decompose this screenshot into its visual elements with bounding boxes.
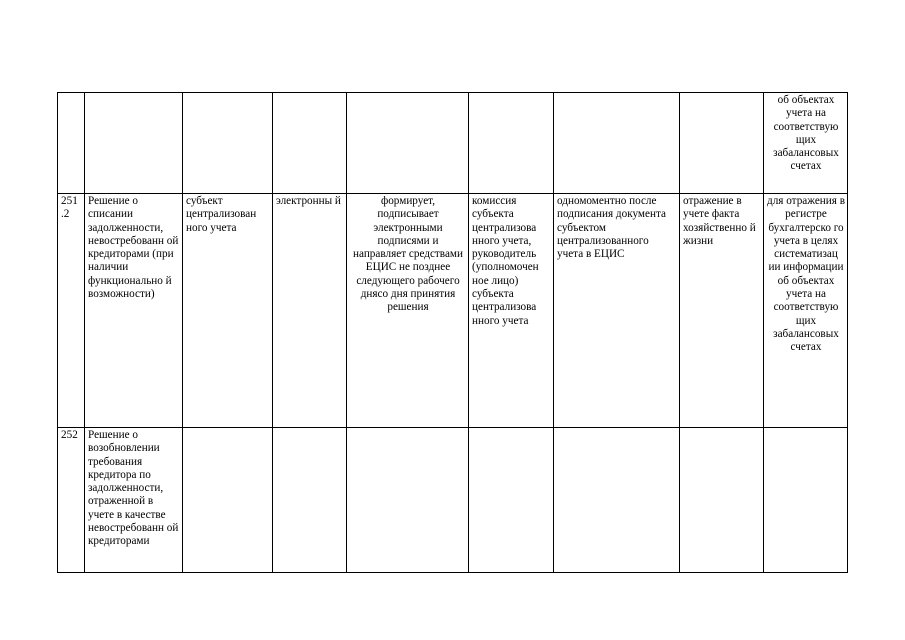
cell-action <box>347 93 469 194</box>
cell-number <box>58 93 85 194</box>
cell-form <box>273 428 347 573</box>
cell-form: электронны й <box>273 194 347 428</box>
cell-deadline <box>554 428 680 573</box>
cell-number: 252 <box>58 428 85 573</box>
cell-creator <box>183 93 273 194</box>
cell-document-name <box>85 93 183 194</box>
cell-deadline <box>554 93 680 194</box>
cell-number: 251 .2 <box>58 194 85 428</box>
document-table <box>57 92 848 573</box>
cell-register: об объектах учета на соответствую щих забалансовых счетах <box>764 93 848 194</box>
cell-document-name: Решение о списании задолженности, невостребованн ой кредиторами (при наличии функционально й возможности) <box>85 194 183 428</box>
cell-signer <box>469 428 554 573</box>
cell-purpose: отражение в учете факта хозяйственно й жизни <box>680 194 764 428</box>
cell-register <box>764 428 848 573</box>
table-row <box>58 428 848 573</box>
cell-deadline: одномоментно после подписания документа субъектом централизованного учета в ЕЦИС <box>554 194 680 428</box>
table-row <box>58 93 848 194</box>
cell-document-name: Решение о возобновлении требования кредитора по задолженности, отраженной в учете в качестве невостребованн ой кредиторами <box>85 428 183 573</box>
cell-purpose <box>680 93 764 194</box>
cell-creator <box>183 428 273 573</box>
cell-action <box>347 428 469 573</box>
cell-signer <box>469 93 554 194</box>
cell-action: формирует, подписывает электронными подписями и направляет средствами ЕЦИС не позднее следующего рабочего днясо дня принятия решения <box>347 194 469 428</box>
cell-creator: субъект централизован ного учета <box>183 194 273 428</box>
cell-form <box>273 93 347 194</box>
cell-register: для отражения в регистре бухгалтерско го учета в целях систематизац ии информации об объектах учета на соответствую щих забалансовых счетах <box>764 194 848 428</box>
cell-signer: комиссия субъекта централизова нного учета, руководитель (уполномочен ное лицо) субъекта централизова нного учета <box>469 194 554 428</box>
cell-purpose <box>680 428 764 573</box>
table-row <box>58 194 848 428</box>
